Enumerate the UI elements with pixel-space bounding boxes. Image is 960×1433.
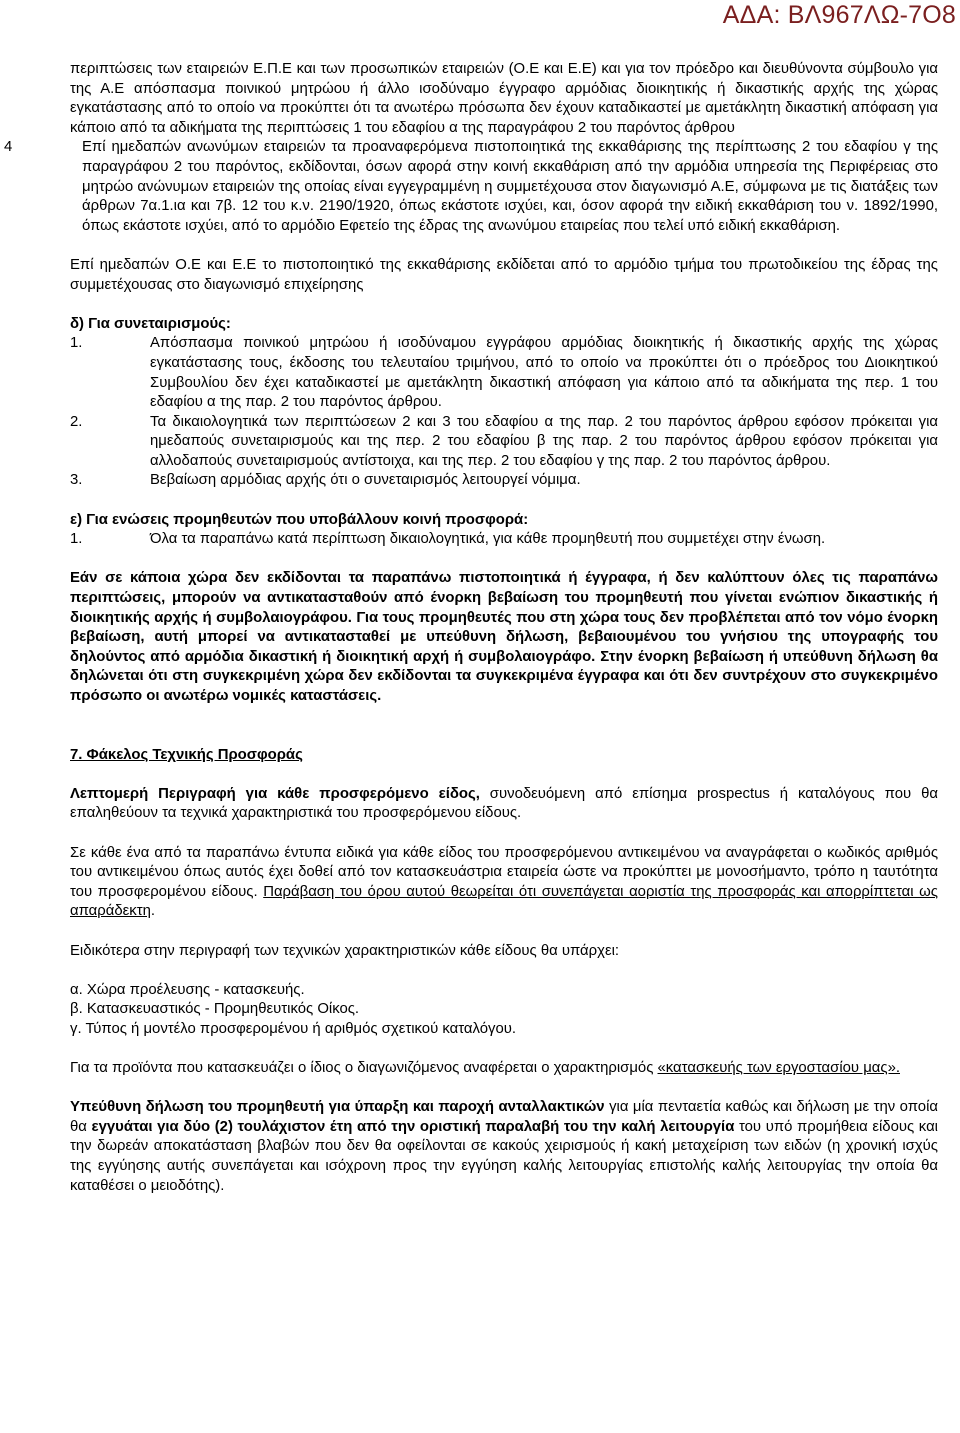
section-7-paragraph-4: Για τα προϊόντα που κατασκευάζει ο ίδιος ο διαγωνιζόμενος αναφέρεται ο χαρακτηρισμός «κατασκευής των εργοστασίου μας». [70, 1060, 900, 1077]
bold-paragraph-sworn-statement: Εάν σε κάποια χώρα δεν εκδίδονται τα παραπάνω πιστοποιητικά ή έγγραφα, ή δεν καλύπτουν όλες τις παραπάνω περιπτώσεις, μπορούν να αντικατασταθούν από ένορκη βεβαίωση του προμηθευτή που γίνεται ενώπιον δικαστικής ή διοικητικής αρχής ή συμβολαιογράφου. Για τους προμηθευτές που στη χώρα τους δεν προβλέπεται από τον νόμο ένορκη βεβαίωση, αυτή μπορεί να αντικατασταθεί με υπεύθυνη δήλωση, βεβαιουμένου του γνήσιου της υπογραφής του δηλούντος από αρμόδια δικαστική ή διοικητική αρχή ή συμβολαιογράφο. Στην ένορκη βεβαίωση ή υπεύθυνη δήλωση θα δηλώνεται ότι στη συγκεκριμένη χώρα δεν εκδίδονται τα συγκεκριμένα έγγραφα και ότι δεν συντρέχουν στο συγκεκριμένο πρόσωπο οι ανωτέρω νομικές καταστάσεις. [70, 570, 938, 704]
section-7-paragraph-5: Υπεύθυνη δήλωση του προμηθευτή για ύπαρξη και παροχή ανταλλακτικών για μία πενταετία καθώς και δήλωση με την οποία θα εγγυάται για δύο (2) τουλάχιστον έτη από την οριστική παραλαβή του την καλή λειτουργία του υπό προμήθεια είδους και την δωρεάν αποκατάσταση βλαβών που δεν θα οφείλονται σε κακούς χειρισμούς ή κακή μεταχείριση των ειδών (η χρονική ισχύς της εγγύησης αυτής συνεπάγεται και ισόχρονη προς την εγγύηση καλής λειτουργίας επιστολής καλής λειτουργίας την οποία θα καταθέσει ο μειοδότης). [70, 1099, 938, 1194]
item-4 [4, 138, 938, 236]
list-item [70, 334, 938, 412]
item-4-number: 4 [4, 139, 13, 156]
paragraph-oe-ee: Επί ημεδαπών Ο.Ε και Ε.Ε το πιστοποιητικό της εκκαθάρισης εκδίδεται από το αρμόδιο τμήμα του πρωτοδικείου της έδρας της συμμετέχουσας στο διαγωνισμό επιχείρησης [70, 256, 938, 293]
list-item [70, 530, 938, 550]
section-e-list [70, 530, 938, 550]
list-item-text: Τα δικαιολογητικά των περιπτώσεων 2 και 3 του εδαφίου α της παρ. 2 του παρόντος άρθρου εφόσον πρόκειται για ημεδαπούς συνεταιρισμούς και της περ. 2 του εδαφίου β της παρ. 2 του παρόντος άρθρου εφόσον πρόκειται για αλλοδαπούς συνεταιρισμούς αντίστοιχα, και της περ. 2 του εδαφίου γ της παρ. 2 του παρόντος άρθρου. [150, 413, 938, 469]
list-item-text: Απόσπασμα ποινικού μητρώου ή ισοδύναμου εγγράφου αρμόδιας διοικητικής ή δικαστικής αρχής της χώρας εγκατάστασης τους, έκδοσης του τελευταίου τριμήνου, από το οποίο να προκύπτει ότι ο πρόεδρος του Διοικητικού Συμβουλίου δεν έχει καταδικαστεί με αμετάκλητη δικαστική απόφαση για κάποιο από τα αδικήματα της περ. 1 του εδαφίου α της παρ. 2 του παρόντος άρθρου. [150, 335, 938, 411]
document-body [4, 60, 938, 1196]
paragraph-top: περιπτώσεις των εταιρειών Ε.Π.Ε και των προσωπικών εταιρειών (Ο.Ε και Ε.Ε) και για τον πρόεδρο και διευθύνοντα σύμβουλο για της Α.Ε απόσπασμα ποινικού μητρώου ή άλλο ισοδύναμο έγγραφο αρμόδιας διοικητικής ή δικαστικής αρχής της χώρας εγκατάστασης από το οποίο να προκύπτει ότι τα ανωτέρω πρόσωπα δεν έχουν καταδικαστεί με αμετάκλητη δικαστική απόφαση για κάποιο από τα αδικήματα της περιπτώσεις 1 του εδαφίου α της παραγράφου 2 του παρόντος άρθρου [70, 61, 938, 136]
spec-list-item: γ. Τύπος ή μοντέλο προσφερομένου ή αριθμός σχετικού καταλόγου. [70, 1020, 517, 1037]
list-item-number: 1. [70, 335, 83, 352]
section-d-list [70, 334, 938, 491]
section-7-paragraph-2: Σε κάθε ένα από τα παραπάνω έντυπα ειδικά για κάθε είδος του προσφερόμενου αντικειμένου να αναγράφεται ο κωδικός αριθμός του αντικειμένου όπως αυτός έχει δοθεί από τον κατασκευάστρια εταιρεία ώστε να προκύπτει με μονοσήμαντο, τρόπο η ταυτότητα του προσφερομένου είδους. Παράβαση του όρου αυτού θεωρείται ότι συνεπάγεται αοριστία της προσφοράς και απορρίπτεται ως απαράδεκτη. [70, 844, 938, 920]
list-item-text: Όλα τα παραπάνω κατά περίπτωση δικαιολογητικά, για κάθε προμηθευτή που συμμετέχει στην ένωση. [150, 531, 826, 548]
list-item [70, 413, 938, 472]
list-item-text: Βεβαίωση αρμόδιας αρχής ότι ο συνεταιρισμός λειτουργεί νόμιμα. [150, 472, 581, 489]
list-item-number: 3. [70, 472, 83, 489]
spec-list-item: α. Χώρα προέλευσης - κατασκευής. [70, 981, 305, 998]
list-item-number: 2. [70, 413, 83, 430]
section-e-heading: ε) Για ενώσεις προμηθευτών που υποβάλλουν κοινή προσφορά: [70, 511, 529, 528]
section-7-paragraph-3: Ειδικότερα στην περιγραφή των τεχνικών χαρακτηριστικών κάθε είδους θα υπάρχει: [70, 942, 620, 959]
item-4-text: Επί ημεδαπών ανωνύμων εταιρειών τα προαναφερόμενα πιστοποιητικά της εκκαθάρισης της περίπτωσης 2 του εδαφίου γ της παραγράφου 2 του παρόντος, εκδίδονται, όσων αφορά στην κοινή εκκαθάριση από την αρμόδια υπηρεσία της Περιφέρειας στο μητρώο ανώνυμων εταιρειών της οποίας είναι εγγεγραμμένη η συμμετέχουσα στον διαγωνισμό Α.Ε, σύμφωνα με τις διατάξεις των άρθρων 7α.1.ια και 7β. 12 του κ.ν. 2190/1920, όπως εκάστοτε ισχύει, και, όσον αφορά την ειδική εκκαθάριση του ν. 1892/1990, όπως εκάστοτε ισχύει, από το αρμόδιο Εφετείο της έδρας της ανωνύμου εταιρείας που τελεί υπό ειδική εκκαθάριση. [82, 139, 938, 234]
spec-list-item: β. Κατασκευαστικός - Προμηθευτικός Οίκος. [70, 1001, 360, 1018]
list-item [70, 471, 938, 491]
ada-header: ΑΔΑ: ΒΛ967ΛΩ-7Ο8 [722, 1, 956, 29]
section-7-heading: 7. Φάκελος Τεχνικής Προσφοράς [70, 746, 303, 763]
list-item-number: 1. [70, 531, 83, 548]
section-d-heading: δ) Για συνεταιρισμούς: [70, 315, 231, 332]
section-7-paragraph-1: Λεπτομερή Περιγραφή για κάθε προσφερόμενο είδος, συνοδευόμενη από επίσημα prospectus ή καταλόγους που θα επαληθεύουν τα τεχνικά χαρακτηριστικά του προσφερόμενου είδους. [70, 785, 938, 822]
